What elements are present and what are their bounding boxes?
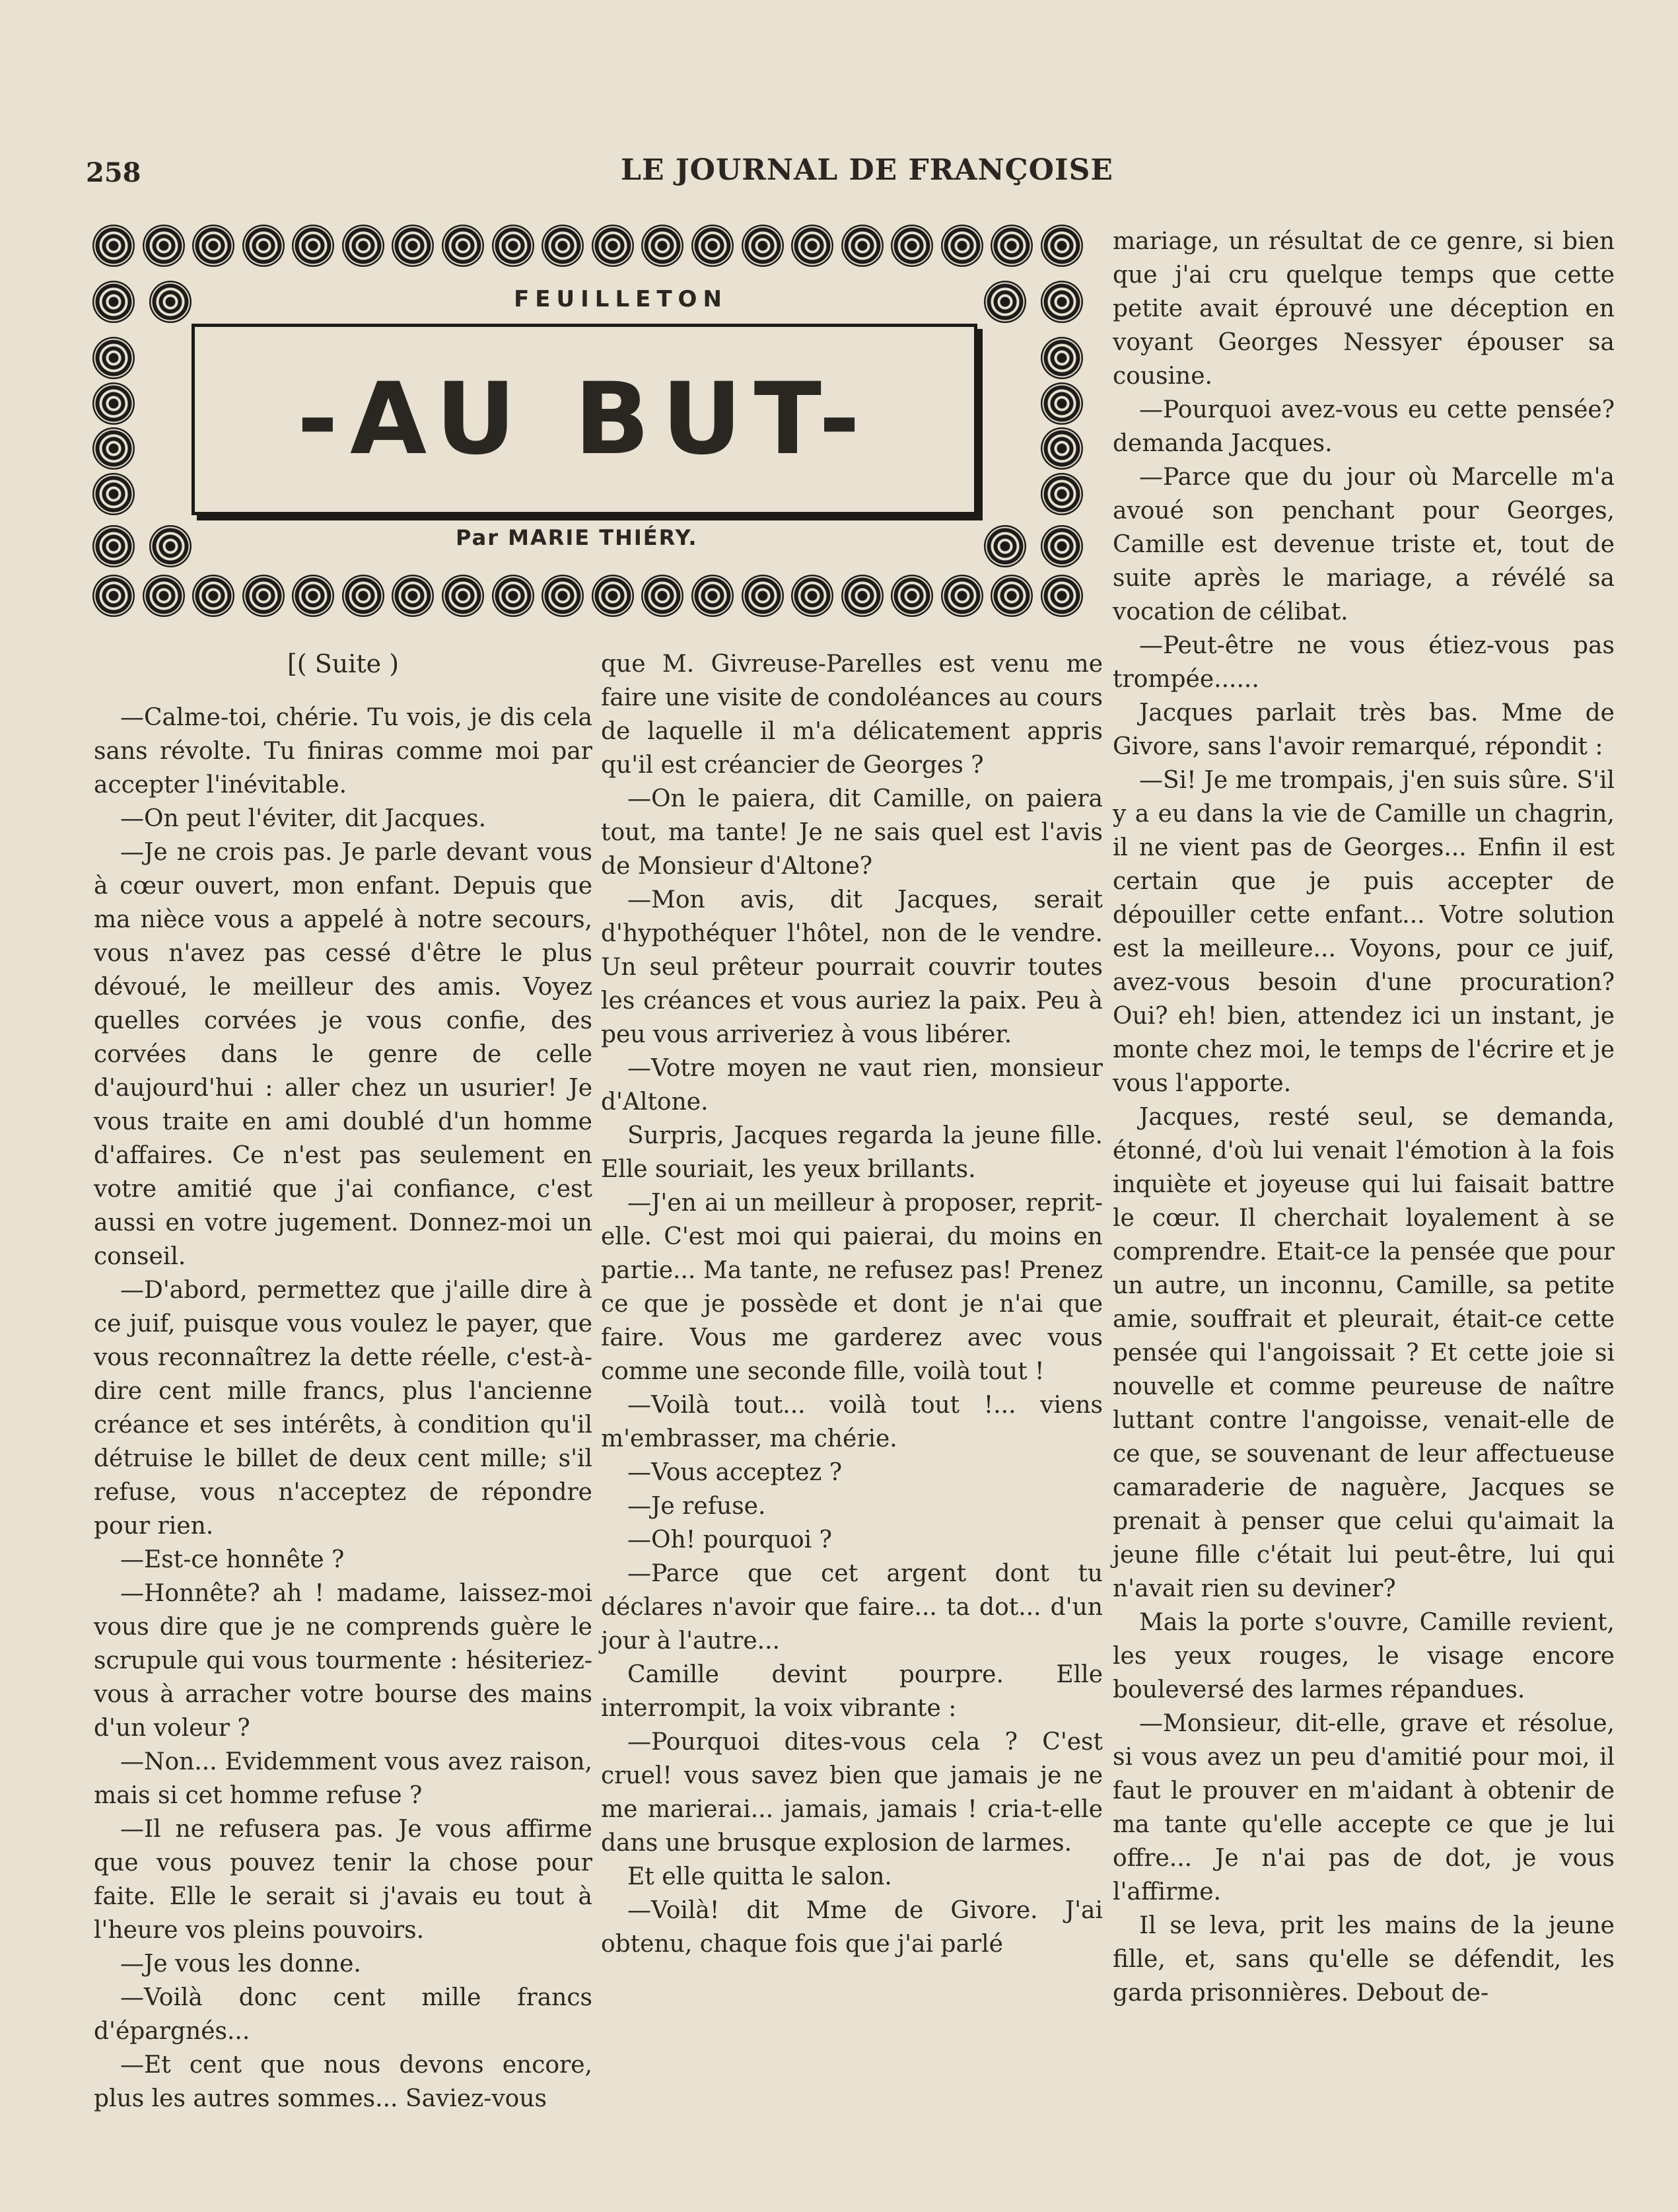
paragraph: —Parce que cet argent dont tu déclares n'avoir que faire... ta dot... d'un jour à l'autre...	[601, 1560, 1103, 1655]
rose-ornament-icon	[592, 575, 634, 617]
paragraph: Et elle quitta le salon.	[627, 1863, 892, 1890]
rose-ornament-icon	[641, 225, 683, 267]
rose-ornament-icon	[242, 575, 285, 617]
paragraph: —Peut-être ne vous étiez-vous pas trompée......	[1113, 632, 1615, 693]
paragraph: —Voilà donc cent mille francs d'épargnés...	[94, 1984, 592, 2045]
rose-ornament-icon	[92, 427, 135, 470]
story-title-box	[192, 324, 977, 515]
journal-title: LE JOURNAL DE FRANÇOISE	[621, 153, 1113, 187]
rose-ornament-icon	[92, 575, 135, 617]
paragraph: —On le paiera, dit Camille, on paiera tout, ma tante! Je ne sais quel est l'avis de Monsieur d'Altone?	[601, 785, 1103, 880]
rose-border-right	[1041, 337, 1083, 515]
rose-ornament-icon	[149, 525, 192, 567]
rose-ornament-icon	[791, 575, 833, 617]
paragraph: —Je vous les donne.	[120, 1950, 361, 1978]
rose-ornament-icon	[292, 225, 334, 267]
rose-ornament-icon	[192, 575, 234, 617]
paragraph: Surpris, Jacques regarda la jeune fille. Elle souriait, les yeux brillants.	[601, 1122, 1103, 1183]
rose-ornament-icon	[1041, 225, 1083, 267]
paragraph: Jacques, resté seul, se demanda, étonné, d'où lui venait l'émotion à la fois inquiète et joyeuse qui lui faisait battre le cœur. Il cherchait loyalement à se comprendre. Etait-ce la pensée que pour un autre, un inconnu, Camille, sa petite amie, souffrait et pleurait, était-ce cette pensée qui l'angoissait ? Et cette joie si nouvelle et comme peureuse de naître luttant contre l'angoisse, venait-elle de ce que, se souvenant de leur affectueuse camaraderie de naguère, Jacques se prenait à penser que celui qu'aimait la jeune fille c'était lui peut-être, lui qui n'avait rien su deviner?	[1113, 1104, 1615, 1602]
rose-ornament-icon	[492, 575, 534, 617]
rose-border-top-right-inner	[984, 281, 1083, 323]
rose-border-top	[92, 225, 1083, 267]
suite-label: [( Suite )	[287, 649, 400, 678]
paragraph: Mais la porte s'ouvre, Camille revient, les yeux rouges, le visage encore bouleversé des larmes répandues.	[1113, 1609, 1615, 1703]
paragraph: que M. Givreuse-Parelles est venu me faire une visite de condoléances au cours de laquelle il m'a délicatement appris qu'il est créancier de Georges ?	[601, 651, 1103, 779]
rose-ornament-icon	[691, 575, 734, 617]
rose-ornament-icon	[1041, 281, 1083, 323]
rose-ornament-icon	[891, 575, 933, 617]
rose-border-top-left-inner	[92, 281, 192, 323]
rose-ornament-icon	[143, 575, 185, 617]
paragraph: —Je ne crois pas. Je parle devant vous à cœur ouvert, mon enfant. Depuis que ma nièce vous a appelé à notre secours, vous n'avez pas cessé d'être le plus dévoué, le meilleur des amis. Voyez quelles corvées je vous confie, des corvées dans le genre de celle d'aujourd'hui : aller chez un usurier! Je vous traite en ami doublé d'un homme d'affaires. Ce n'est pas seulement en votre amitié que j'ai confiance, c'est aussi en votre jugement. Donnez-moi un conseil.	[94, 839, 592, 1270]
rose-ornament-icon	[143, 225, 185, 267]
rose-ornament-icon	[841, 575, 884, 617]
paragraph: —J'en ai un meilleur à proposer, reprit-elle. C'est moi qui paierai, du moins en partie... Ma tante, ne refusez pas! Prenez ce que je possède et dont je n'ai que faire. Vous me garderez avec vous comme une seconde fille, voilà tout !	[601, 1190, 1103, 1385]
rose-ornament-icon	[984, 525, 1026, 567]
paragraph: —Honnête? ah ! madame, laissez-moi vous dire que je ne comprends guère le scrupule qui vous tourmente : hésiteriez-vous à arracher votre bourse des mains d'un voleur ?	[94, 1580, 592, 1742]
rose-border-left	[92, 337, 135, 515]
rose-ornament-icon	[542, 225, 584, 267]
rose-ornament-icon	[941, 575, 983, 617]
rose-ornament-icon	[92, 525, 135, 567]
paragraph: —Calme-toi, chérie. Tu vois, je dis cela sans révolte. Tu finiras comme moi par accepter l'inévitable.	[94, 704, 592, 799]
rose-ornament-icon	[1041, 337, 1083, 379]
paragraph: Camille devint pourpre. Elle interrompit, la voix vibrante :	[601, 1661, 1103, 1722]
paragraph: —Si! Je me trompais, j'en suis sûre. S'il y a eu dans la vie de Camille un chagrin, il ne vient pas de Georges... Enfin il est certain que je puis accepter de dépouiller cette enfant... Votre solution est la meilleure... Voyons, pour ce juif, avez-vous besoin d'une procuration? Oui? eh! bien, attendez ici un instant, je monte chez moi, le temps de l'écrire et je vous l'apporte.	[1113, 767, 1615, 1097]
rose-ornament-icon	[492, 225, 534, 267]
rose-border-bottom	[92, 575, 1083, 617]
paragraph: —Je refuse.	[627, 1493, 766, 1520]
rose-ornament-icon	[92, 473, 135, 515]
paragraph: —Votre moyen ne vaut rien, monsieur d'Altone.	[601, 1055, 1103, 1116]
rose-ornament-icon	[342, 225, 384, 267]
rose-ornament-icon	[92, 337, 135, 379]
paragraph: —Oh! pourquoi ?	[627, 1526, 832, 1553]
rose-ornament-icon	[941, 225, 983, 267]
paragraph: —Pourquoi avez-vous eu cette pensée? demanda Jacques.	[1113, 396, 1615, 457]
text-column-2	[601, 647, 1103, 1961]
rose-ornament-icon	[442, 575, 484, 617]
rose-ornament-icon	[991, 575, 1033, 617]
paragraph: —Vous acceptez ?	[627, 1459, 843, 1486]
paragraph: —D'abord, permettez que j'aille dire à ce juif, puisque vous voulez le payer, que vous reconnaîtrez la dette réelle, c'est-à-dire cent mille francs, plus l'ancienne créance et ses intérêts, à condition qu'il détruise le billet de deux cent mille; s'il refuse, vous n'acceptez de répondre pour rien.	[94, 1277, 592, 1540]
text-column-3	[1113, 225, 1615, 2010]
rose-ornament-icon	[592, 225, 634, 267]
rose-ornament-icon	[1041, 525, 1083, 567]
paragraph: —Voilà tout... voilà tout !... viens m'embrasser, ma chérie.	[601, 1392, 1103, 1452]
rose-ornament-icon	[1041, 575, 1083, 617]
rose-ornament-icon	[791, 225, 833, 267]
rose-ornament-icon	[1041, 473, 1083, 515]
rose-ornament-icon	[991, 225, 1033, 267]
feuilleton-masthead	[92, 225, 1083, 621]
rose-ornament-icon	[742, 225, 784, 267]
section-label: FEUILLETON	[514, 286, 728, 312]
rose-ornament-icon	[1041, 382, 1083, 425]
rose-ornament-icon	[292, 575, 334, 617]
rose-border-bottom-right-inner	[984, 525, 1083, 567]
rose-ornament-icon	[542, 575, 584, 617]
page-number: 258	[86, 157, 141, 188]
rose-ornament-icon	[984, 281, 1026, 323]
paragraph: —Et cent que nous devons encore, plus les autres sommes... Saviez-vous	[94, 2051, 592, 2112]
rose-ornament-icon	[742, 575, 784, 617]
paragraph: —Est-ce honnête ?	[120, 1546, 345, 1573]
rose-border-bottom-left-inner	[92, 525, 192, 567]
paragraph: mariage, un résultat de ce genre, si bien que j'ai cru quelque temps que cette petite avait éprouvé une déception en voyant Georges Nessyer épouser sa cousine.	[1113, 228, 1615, 390]
rose-ornament-icon	[1041, 427, 1083, 470]
paragraph: Jacques parlait très bas. Mme de Givore, sans l'avoir remarqué, répondit :	[1113, 699, 1615, 760]
rose-ornament-icon	[392, 575, 434, 617]
paragraph: —Non... Evidemment vous avez raison, mais si cet homme refuse ?	[94, 1748, 592, 1809]
rose-ornament-icon	[641, 575, 683, 617]
paragraph: Il se leva, prit les mains de la jeune fille, et, sans qu'elle se défendit, les garda prisonnières. Debout de-	[1113, 1912, 1615, 2007]
rose-ornament-icon	[442, 225, 484, 267]
rose-ornament-icon	[891, 225, 933, 267]
rose-ornament-icon	[342, 575, 384, 617]
rose-ornament-icon	[92, 225, 135, 267]
paragraph: —Il ne refusera pas. Je vous affirme que vous pouvez tenir la chose pour faite. Elle le serait si j'avais eu tout à l'heure vos pleins pouvoirs.	[94, 1816, 592, 1944]
text-column-1	[94, 647, 592, 2116]
rose-ornament-icon	[192, 225, 234, 267]
story-title: -AU BUT-	[297, 362, 872, 477]
rose-ornament-icon	[242, 225, 285, 267]
rose-ornament-icon	[691, 225, 734, 267]
rose-ornament-icon	[92, 281, 135, 323]
paragraph: —Mon avis, dit Jacques, serait d'hypothéquer l'hôtel, non de le vendre. Un seul prêteur pourrait couvrir toutes les créances et vous auriez la paix. Peu à peu vous arriveriez à vous libérer.	[601, 886, 1103, 1048]
rose-ornament-icon	[841, 225, 884, 267]
paragraph: —Parce que du jour où Marcelle m'a avoué son penchant pour Georges, Camille est devenue triste et, tout de suite après le mariage, a révélé sa vocation de célibat.	[1113, 464, 1615, 625]
paragraph: —On peut l'éviter, dit Jacques.	[120, 805, 487, 832]
rose-ornament-icon	[92, 382, 135, 425]
rose-ornament-icon	[392, 225, 434, 267]
rose-ornament-icon	[149, 281, 192, 323]
byline: Par MARIE THIÉRY.	[456, 525, 698, 550]
paragraph: —Pourquoi dites-vous cela ? C'est cruel! vous savez bien que jamais je ne me marierai... jamais, jamais ! cria-t-elle dans une brusque explosion de larmes.	[601, 1729, 1103, 1857]
paragraph: —Voilà! dit Mme de Givore. J'ai obtenu, chaque fois que j'ai parlé	[601, 1897, 1103, 1958]
paragraph: —Monsieur, dit-elle, grave et résolue, si vous avez un peu d'amitié pour moi, il faut le prouver en m'aidant à obtenir de ma tante qu'elle accepte ce que je lui offre... Je n'ai pas de dot, je vous l'affirme.	[1113, 1710, 1615, 1906]
